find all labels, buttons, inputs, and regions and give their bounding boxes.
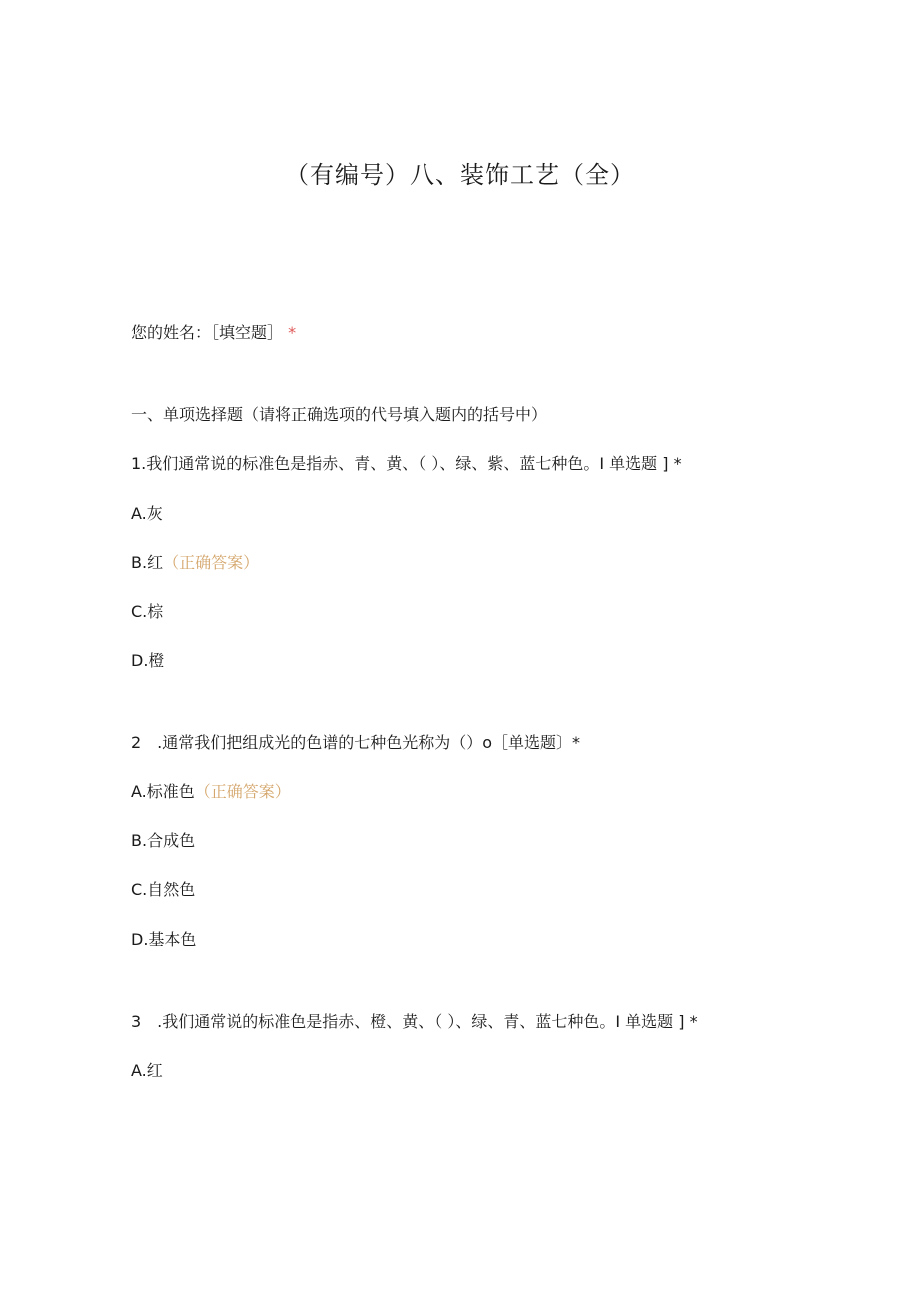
option-label: C.棕 [131, 602, 164, 621]
question-2-option-b[interactable] [131, 829, 195, 853]
option-label: B.合成色 [131, 831, 196, 850]
question-1-option-d[interactable] [131, 649, 164, 673]
question-1-option-a[interactable] [131, 502, 163, 526]
required-mark: * [288, 323, 297, 342]
question-2-option-c[interactable] [131, 878, 195, 902]
question-2-option-a[interactable] [131, 780, 291, 804]
question-2-text: 2 .通常我们把组成光的色谱的七种色光称为（）o［单选题〕* [131, 733, 581, 752]
question-1-option-c[interactable] [131, 600, 163, 624]
option-label: A.灰 [131, 504, 163, 523]
option-label: B.红 [131, 553, 164, 572]
name-field-label: 您的姓名：［填空题］ [131, 323, 284, 342]
document-title: （有编号）八、装饰工艺（全） [285, 161, 635, 189]
question-2-option-d[interactable] [131, 928, 196, 952]
question-3-option-a[interactable] [131, 1059, 163, 1083]
correct-answer-tag: （正确答案） [163, 553, 260, 572]
option-label: C.自然色 [131, 880, 196, 899]
option-label: A.红 [131, 1061, 163, 1080]
option-label: D.基本色 [131, 930, 197, 949]
correct-answer-tag: （正确答案） [194, 782, 291, 801]
option-label: D.橙 [131, 651, 165, 670]
option-label: A.标准色 [131, 782, 195, 801]
question-1-text: 1.我们通常说的标准色是指赤、青、黄、（ ）、绿、紫、蓝七种色。I 单选题 ] * [131, 454, 682, 473]
question-3-text: 3 .我们通常说的标准色是指赤、橙、黄、（ ）、绿、青、蓝七种色。I 单选题 ] * [131, 1012, 698, 1031]
name-field-prompt [131, 321, 296, 345]
question-1-option-b[interactable] [131, 551, 259, 575]
section-heading: 一、单项选择题（请将正确选项的代号填入题内的括号中） [131, 405, 548, 424]
